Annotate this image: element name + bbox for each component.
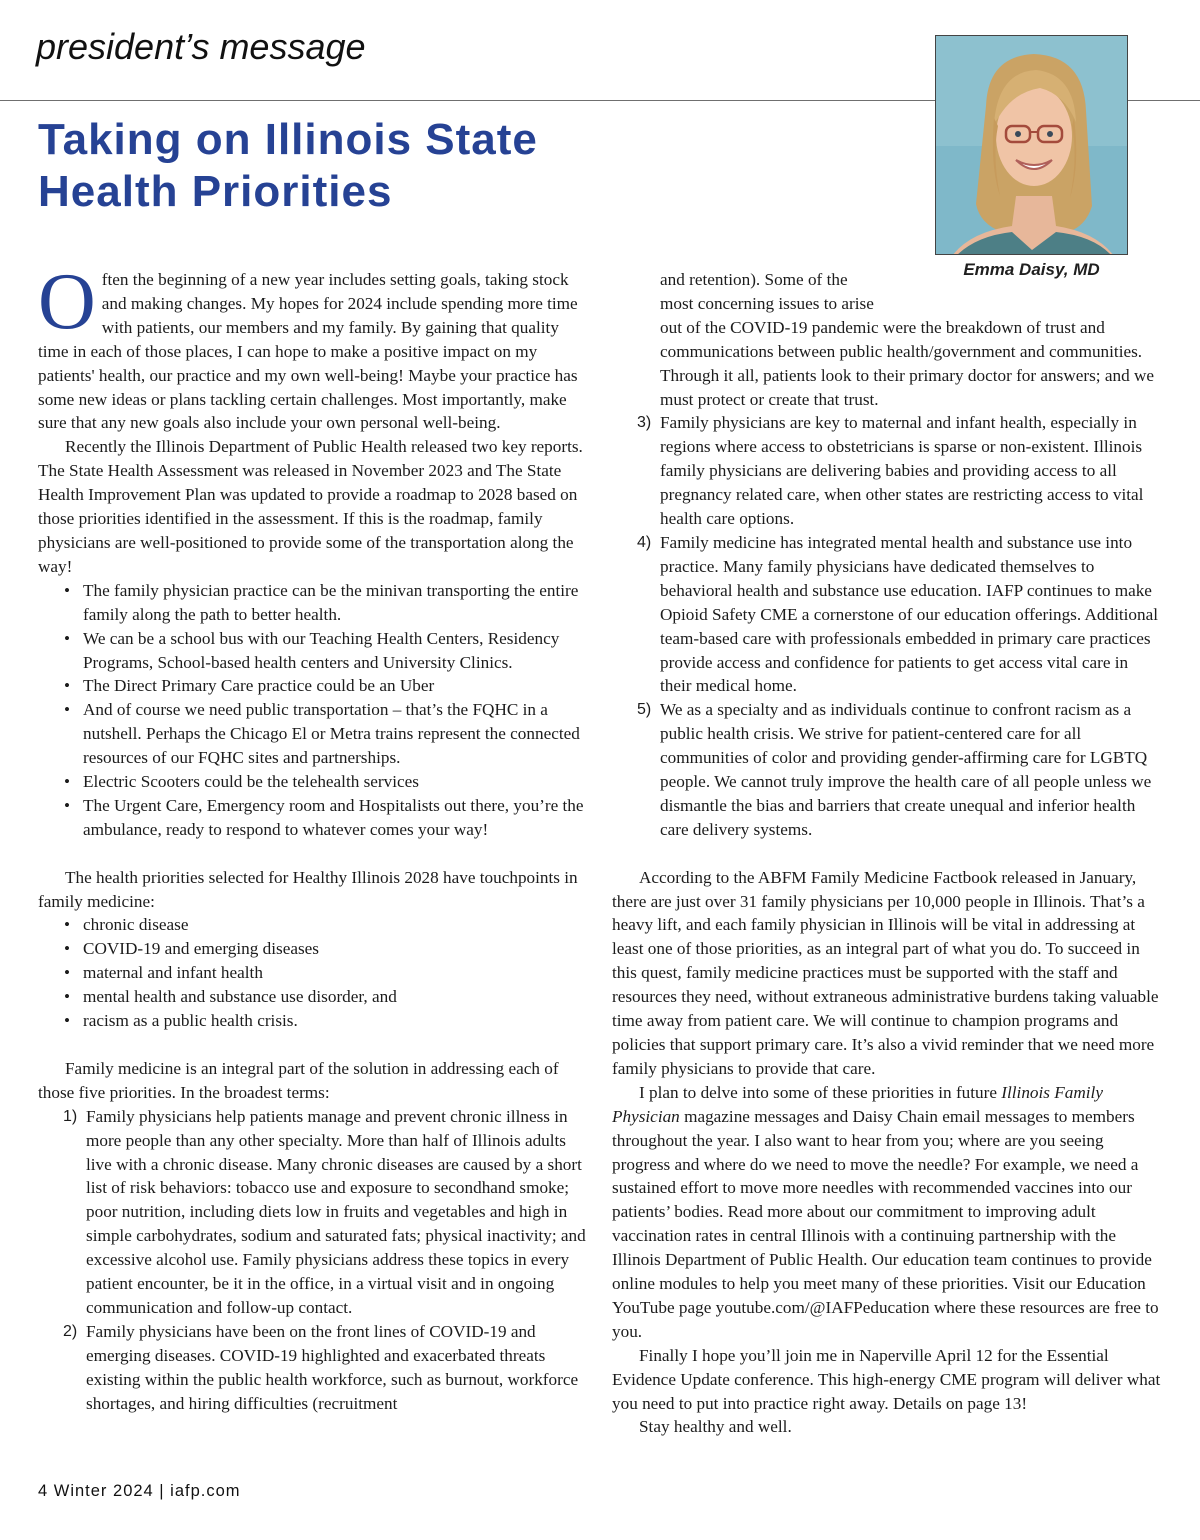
article-headline [38,114,658,218]
list-item: • The Direct Primary Care practice could be an Uber [83,674,590,698]
right-column [612,268,1162,1439]
item-number: 5) [637,701,652,719]
numbered-list-right [612,411,1162,841]
headline-line-1: Taking on Illinois State [38,115,538,164]
list-item: • The Urgent Care, Emergency room and Hospitalists out there, you’re the ambulance, ready to respond to whatever comes your way! [83,794,590,842]
paragraph-reports: Recently the Illinois Department of Public Health released two key reports. The State Health Assessment was released in November 2023 and The State Health Improvement Plan was updated to provide a roadmap to 2028 based on those priorities identified in the assessment. If this is the roadmap, family physicians are well-positioned to provide some of the transportation along the way! [38,437,583,576]
list-item: • chronic disease [83,913,590,937]
paragraph-spacer [38,842,590,866]
list-item: • The family physician practice can be the minivan transporting the entire family along the path to better health. [83,579,590,627]
item-number: 1) [63,1107,78,1125]
paragraph-spacer [612,842,1162,866]
section-label: president’s message [36,26,366,67]
priorities-list [38,913,590,1033]
intro-text: ften the beginning of a new year includes setting goals, taking stock and making changes. My hopes for 2024 include spending more time with patients, our members and my family. By gaining that quality time in each of those places, I can hope to make a positive impact on my patients' health, our practice and my own well-being! Maybe your practice has some new ideas or plans tackling certain challenges. Most importantly, make sure that any new goals also include your own personal well-being. [38,270,578,433]
headline-line-2: Health Priorities [38,167,393,216]
paragraph-priorities-intro: The health priorities selected for Healthy Illinois 2028 have touchpoints in family medicine: [38,867,578,911]
magazine-title: Illinois Family Physician [612,1082,1103,1126]
numbered-item [637,531,1162,698]
item-number: 3) [637,414,652,432]
left-column [38,258,590,1415]
plan-text-after: magazine messages and Daisy Chain email messages to members throughout the year. I also want to hear from you; where are you seeing progress and where do we need to move the needle? For example, we need a sustained effort to move more needles with recommended vaccines into our patients’ bodies. Read more about our commitment to improving adult vaccination rates in central Illinois with a continuing partnership with the Illinois Department of Public Health. Our education team continues to provide online modules to help you meet many of these priorities. Visit our Education YouTube page youtube.com/@IAFPeducation where these resources are free to you. [612,1106,1159,1341]
drop-cap: O [38,258,96,346]
author-portrait-illustration [936,36,1128,255]
list-item: • And of course we need public transportation – that’s the FQHC in a nutshell. Perhaps the Chicago El or Metra trains represent the connected resources of our FQHC sites and partnerships. [83,698,590,770]
list-item: • mental health and substance use disorder, and [83,985,590,1009]
item-text: Family medicine has integrated mental health and substance use into practice. Many family physicians have dedicated themselves to behavioral health and substance use education. IAFP continues to make Opioid Safety CME a cornerstone of our education offerings. Additional team-based care with professionals embedded in primary care practices provide access and confidence for patients to get access vital care in their medical home. [660,532,1159,696]
paragraph-spacer [38,1033,590,1057]
list-item: • racism as a public health crisis. [83,1009,590,1033]
page-footer: 4 Winter 2024 | iafp.com [38,1482,241,1500]
transport-list [38,579,590,842]
paragraph-plan [612,1081,1162,1344]
numbered-item [63,1320,590,1416]
intro-paragraph [38,258,590,435]
list-item: • We can be a school bus with our Teaching Health Centers, Residency Programs, School-based health centers and University Clinics. [83,627,590,675]
continued-line: and retention). Some of the [660,270,848,289]
paragraph-factbook: According to the ABFM Family Medicine Factbook released in January, there are just over 31 family physicians per 10,000 people in Illinois. That’s a heavy lift, and each family physician in Illinois will be vital in addressing at least one of those priorities, as an integral part of what you do. To succeed in this quest, family medicine practices must be supported with the staff and resources they need, without extraneous administrative burdens taking valuable time away from patient care. We will continue to champion programs and policies that support primary care. It’s also a vivid reminder that we need more family physicians to provide that care. [612,867,1159,1078]
item-number: 4) [637,533,652,551]
item-text: We as a specialty and as individuals continue to confront racism as a public health crisis. We strive for patient-centered care for all communities of color and providing gender-affirming care for LGBTQ people. We cannot truly improve the health care of all people unless we dismantle the bias and barriers that create unequal and inferior health care delivery systems. [660,700,1152,839]
closing-line: Stay healthy and well. [639,1417,792,1437]
item-text: Family physicians are key to maternal and infant health, especially in regions where access to obstetricians is sparse or non-existent. Illinois family physicians are delivering babies and providing access to all pregnancy related care, when other states are restricting access to vital health care options. [660,413,1144,529]
paragraph-naperville: Finally I hope you’ll join me in Naperville April 12 for the Essential Evidence Update conference. This high-energy CME program will deliver what you need to put into practice right away. Details on page 13! [612,1345,1161,1413]
list-item: • Electric Scooters could be the telehealth services [83,770,590,794]
item-number: 2) [63,1322,78,1340]
numbered-item [637,411,1162,531]
numbered-item [63,1105,590,1320]
numbered-item-continued [612,268,1162,411]
paragraph-solution: Family medicine is an integral part of the solution in addressing each of those five priorities. In the broadest terms: [38,1058,559,1102]
numbered-list-left [38,1105,590,1416]
author-photo [935,35,1128,255]
continued-line: most concerning issues to arise [660,293,874,313]
author-caption: Emma Daisy, MD [963,260,1100,279]
plan-text-before: I plan to delve into some of these priorities in future [639,1082,1002,1102]
numbered-item [637,698,1162,841]
list-item: • COVID-19 and emerging diseases [83,937,590,961]
item-text: Family physicians help patients manage and prevent chronic illness in more people than any other specialty. More than half of Illinois adults live with a chronic disease. Many chronic diseases are caused by a short list of risk behaviors: tobacco use and exposure to secondhand smoke; poor nutrition, including diets low in fruits and vegetables and high in simple carbohydrates, sodium and saturated fats; physical inactivity; and excessive alcohol use. Family physicians address these topics in every patient encounter, be it in the office, in a virtual visit and in ongoing communication and follow-up contact. [86,1106,586,1317]
continued-text: out of the COVID-19 pandemic were the breakdown of trust and communications between public health/government and communities. Through it all, patients look to their primary doctor for answers; and we must protect or create that trust. [660,317,1155,409]
list-item: • maternal and infant health [83,961,590,985]
item-text: Family physicians have been on the front lines of COVID-19 and emerging diseases. COVID-19 highlighted and exacerbated threats existing within the public health workforce, such as burnout, workforce shortages, and hiring difficulties (recruitment [86,1321,579,1413]
